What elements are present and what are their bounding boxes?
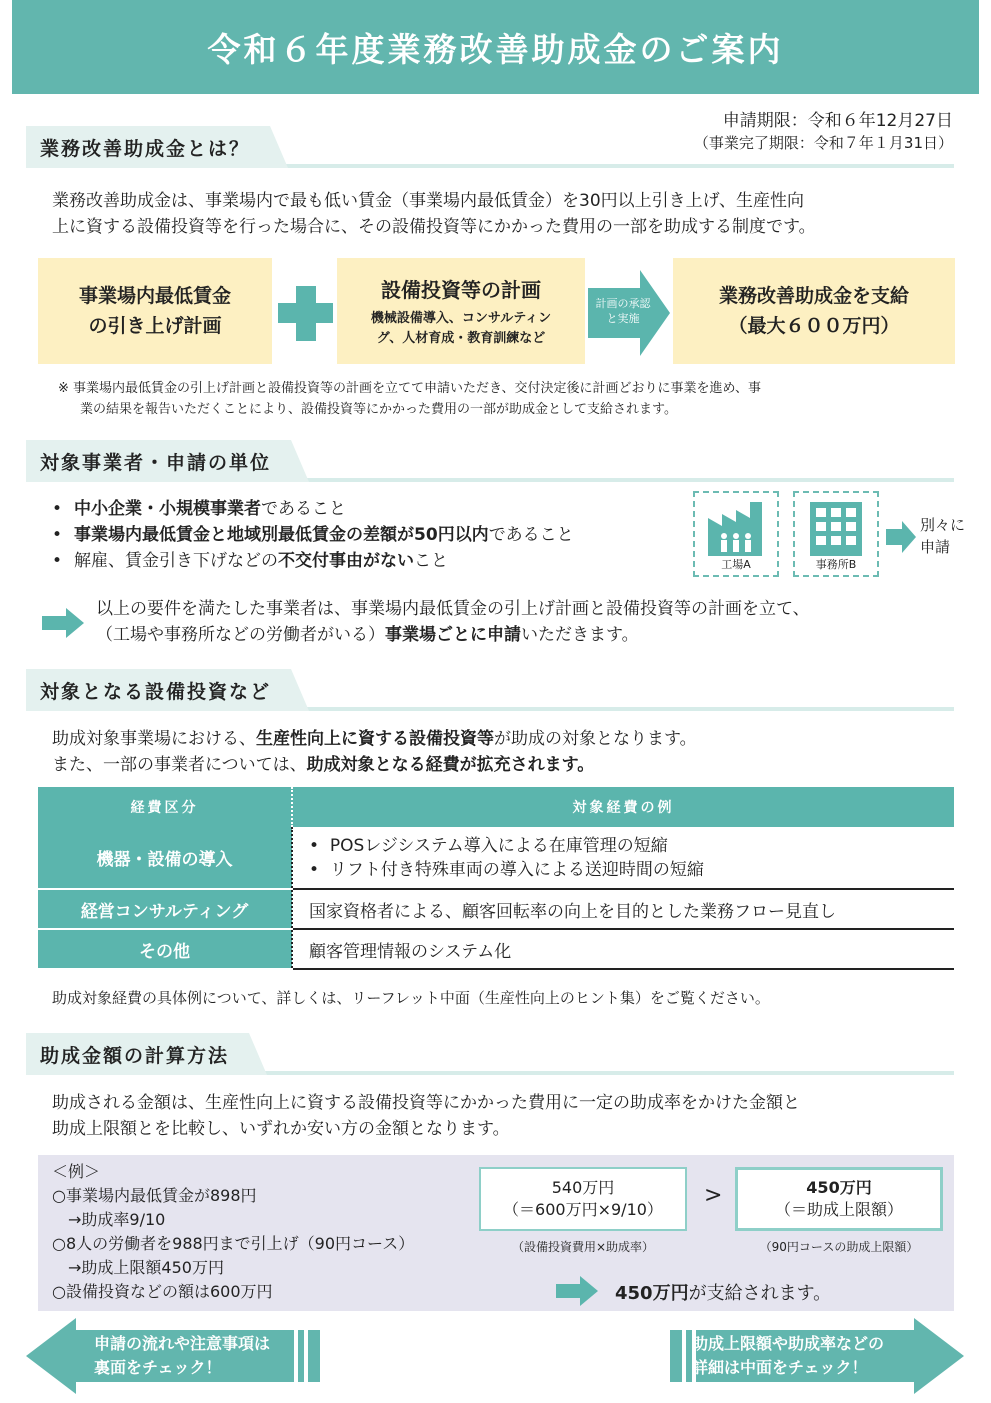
example-line: →助成率9/10 <box>68 1210 166 1229</box>
office-b-card <box>793 491 879 577</box>
req-bold: 不交付事由がない <box>278 551 415 571</box>
list-item <box>52 522 574 548</box>
summary-bold: 事業場ごとに申請 <box>385 625 521 645</box>
about-note <box>58 378 948 420</box>
result-amount: 450万円 <box>615 1283 689 1304</box>
section-tab: 対象となる設備投資など <box>26 669 291 711</box>
table-header-row <box>38 787 954 827</box>
table-cell-category: 経営コンサルティング <box>38 889 292 929</box>
example-line: ○設備投資などの額は600万円 <box>52 1282 273 1301</box>
summary-text: （工場や事務所などの労働者がいる） <box>96 625 385 645</box>
about-paragraph <box>52 188 816 240</box>
calculation-line-2: 助成上限額とを比較し、いずれか安い方の金額となります。 <box>52 1119 510 1139</box>
table-header-examples: 対象経費の例 <box>292 787 954 827</box>
eligibility-summary <box>96 596 810 648</box>
calc-rate-box <box>479 1167 687 1231</box>
table-header-category: 経費区分 <box>38 787 292 827</box>
grant-payment-line-1: 業務改善助成金を支給 <box>718 285 909 307</box>
summary-line-2 <box>96 622 810 648</box>
table-cell-examples <box>292 827 954 889</box>
arrow-right-icon <box>886 521 916 553</box>
page-title: 令和６年度業務改善助成金のご案内 <box>207 29 784 69</box>
deadline-main: 申請期限：令和６年12月27日 <box>722 111 953 131</box>
section-heading-about <box>26 126 954 168</box>
middle-page-line-2: 詳細は中面をチェック！ <box>692 1358 868 1377</box>
back-page-line-2: 裏面をチェック！ <box>94 1358 222 1377</box>
investment-plan-title: 設備投資等の計画 <box>381 277 541 302</box>
calc-rate-caption: （設備投資費用×助成率） <box>511 1240 655 1254</box>
req-text: 解雇、賃金引き下げなどの <box>74 551 279 571</box>
about-line-1: 業務改善助成金は、事業場内で最も低い賃金（事業場内最低賃金）を30円以上引き上げ、生産性向 <box>52 191 804 211</box>
calculation-line-1: 助成される金額は、生産性向上に資する設備投資等にかかった費用に一定の助成率をかけた金額と <box>52 1093 800 1113</box>
result-text <box>615 1279 831 1305</box>
back-page-label[interactable] <box>94 1332 270 1380</box>
wage-plan-box <box>38 258 272 364</box>
about-line-2: 上に資する設備投資等を行った場合に、その設備投資等にかかった費用の一部を助成する制度です。 <box>52 217 816 237</box>
approval-label <box>588 296 658 326</box>
req-text: であること <box>488 525 574 545</box>
plus-icon-vertical <box>296 286 316 341</box>
section-tab: 対象事業者・申請の単位 <box>26 440 291 482</box>
approval-line-1: 計画の承認 <box>595 297 651 310</box>
arrow-right-icon <box>42 608 84 638</box>
example-line: ○事業場内最低賃金が898円 <box>52 1186 257 1205</box>
req-bold: 事業場内最低賃金と地域別最低賃金の差額が50円以内 <box>74 525 489 545</box>
factory-icon <box>706 500 766 556</box>
arrow-right-icon <box>556 1276 598 1306</box>
requirements-list <box>52 496 574 574</box>
req-bold: 中小企業・小規模事業者 <box>74 499 262 519</box>
middle-page-line-1: 助成上限額や助成率などの <box>692 1334 885 1353</box>
investments-bold: 助成対象となる経費が拡充されます。 <box>306 755 595 775</box>
wage-plan-line-1: 事業場内最低賃金 <box>78 285 231 307</box>
summary-line-1: 以上の要件を満たした事業者は、事業場内最低賃金の引上げ計画と設備投資等の計画を立て、 <box>96 599 810 619</box>
approval-line-2: と実施 <box>606 312 640 325</box>
req-text: こと <box>414 551 449 571</box>
grant-payment-box <box>673 258 955 364</box>
investments-bold: 生産性向上に資する設備投資等 <box>256 729 494 749</box>
example-line: →助成上限額450万円 <box>68 1258 224 1277</box>
example-text: リフト付き特殊車両の導入による送迎時間の短縮 <box>329 859 704 880</box>
example-title: ＜例＞ <box>52 1162 101 1181</box>
wage-plan-line-2: の引き上げ計画 <box>88 315 222 337</box>
grant-payment-line-2: （最大６００万円） <box>728 315 900 337</box>
calc-cap-formula: （＝助成上限額） <box>774 1200 903 1219</box>
separate-line-1: 別々に <box>920 516 966 534</box>
middle-page-label[interactable] <box>692 1332 884 1380</box>
greater-than-sign: > <box>704 1183 723 1208</box>
table-cell-examples: 国家資格者による、顧客回転率の向上を目的とした業務フロー見直し <box>292 889 954 929</box>
section-heading-eligibility <box>26 440 954 482</box>
example-bullet: • リフト付き特殊車両の導入による送迎時間の短縮 <box>309 859 704 880</box>
table-row <box>38 889 954 929</box>
section-heading-calculation <box>26 1033 954 1075</box>
investments-paragraph <box>52 726 697 778</box>
table-cell-category: 機器・設備の導入 <box>38 827 292 889</box>
note-line-1: ※ 事業場内最低賃金の引上げ計画と設備投資等の計画を立てて申請いただき、交付決定後に計画どおりに事業を進め、事 <box>58 381 761 396</box>
list-item <box>52 548 574 574</box>
calc-rate-value: 540万円 <box>551 1178 615 1197</box>
deadline-sub: （事業完了期限：令和７年１月31日） <box>693 134 953 152</box>
investments-line-1 <box>52 726 697 752</box>
example-conditions <box>52 1160 414 1304</box>
calc-cap-caption: （90円コースの助成上限額） <box>759 1240 919 1254</box>
example-line: ○8人の労働者を988円まで引上げ（90円コース） <box>52 1234 415 1253</box>
note-line-2: 業の結果を報告いただくことにより、設備投資等にかかった費用の一部が助成金として支給されます。 <box>80 402 677 417</box>
office-building-icon <box>806 500 866 556</box>
separate-application-label <box>920 514 965 558</box>
section-heading-investments <box>26 669 954 711</box>
table-cell-examples: 顧客管理情報のシステム化 <box>292 929 954 969</box>
investments-text: また、一部の事業者については、 <box>52 755 307 775</box>
header-banner <box>12 0 979 94</box>
result-rest: が支給されます。 <box>688 1283 832 1304</box>
section-tab: 助成金額の計算方法 <box>26 1033 249 1075</box>
factory-a-label: 工場A <box>721 558 751 571</box>
factory-a-card <box>693 491 779 577</box>
back-page-line-1: 申請の流れや注意事項は <box>94 1334 271 1353</box>
example-bullet: • POSレジシステム導入による在庫管理の短縮 <box>309 835 668 856</box>
calc-cap-box <box>735 1167 943 1231</box>
example-text: POSレジシステム導入による在庫管理の短縮 <box>329 835 668 856</box>
table-row <box>38 929 954 969</box>
list-item <box>52 496 574 522</box>
investment-plan-sub-1: 機械設備導入、コンサルティン <box>370 310 552 326</box>
investments-footer: 助成対象経費の具体例について、詳しくは、リーフレット中面（生産性向上のヒント集）をご覧ください。 <box>52 989 770 1007</box>
office-b-label: 事務所B <box>815 558 857 571</box>
investment-plan-box <box>337 258 585 364</box>
summary-text: いただきます。 <box>521 625 639 645</box>
investments-line-2 <box>52 752 697 778</box>
investments-text: 助成対象事業場における、 <box>52 729 256 749</box>
calc-rate-formula: （＝600万円×9/10） <box>503 1200 663 1219</box>
req-text: であること <box>261 499 347 519</box>
expense-table <box>38 787 954 970</box>
separate-line-2: 申請 <box>920 538 951 556</box>
calc-cap-value: 450万円 <box>806 1178 872 1197</box>
investments-text: が助成の対象となります。 <box>494 729 697 749</box>
table-cell-category: その他 <box>38 929 292 969</box>
calculation-paragraph <box>52 1090 800 1142</box>
table-row <box>38 827 954 889</box>
investment-plan-sub-2: グ、人材育成・教育訓練など <box>376 330 546 346</box>
section-tab: 業務改善助成金とは？ <box>26 126 270 168</box>
